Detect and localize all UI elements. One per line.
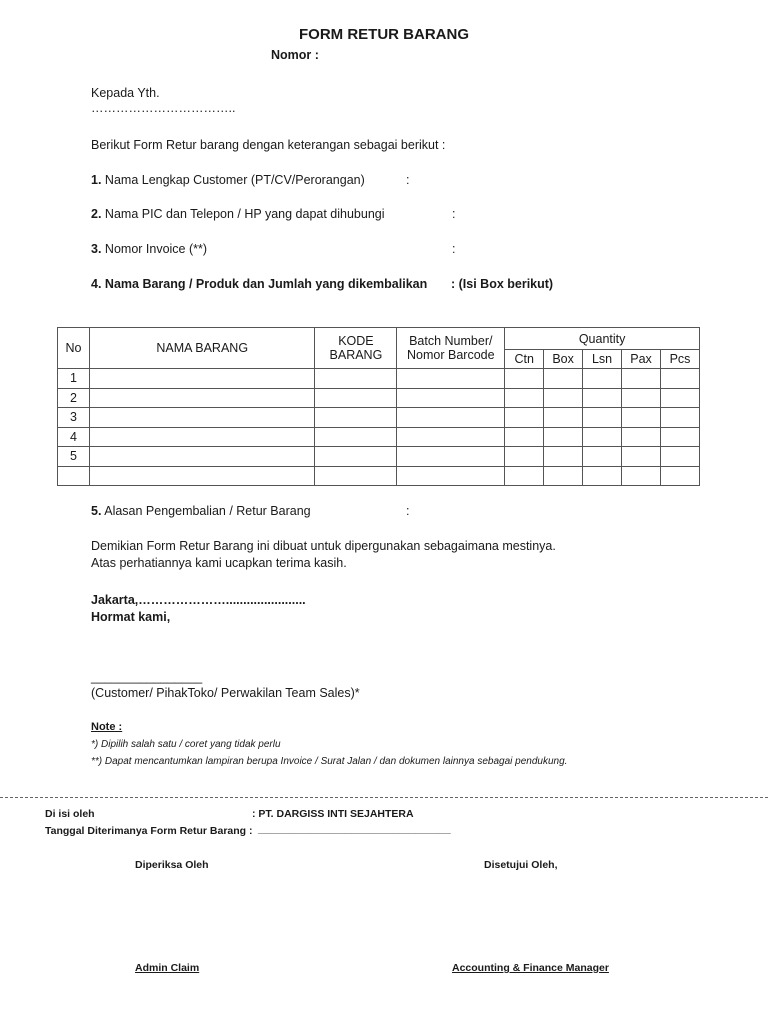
header-lsn: Lsn — [583, 350, 622, 369]
row-number: 5 — [58, 447, 90, 467]
field-2-number: 2. — [91, 207, 102, 221]
header-kode-barang: KODE BARANG — [315, 328, 397, 369]
header-batch-number: Batch Number/ Nomor Barcode — [397, 328, 505, 369]
header-no: No — [58, 328, 90, 369]
diperiksa-label: Diperiksa Oleh — [135, 859, 209, 871]
field-5-number: 5. — [91, 504, 102, 518]
tanggal-label: Tanggal Diterimanya Form Retur Barang : — [45, 825, 253, 837]
diisi-value: : PT. DARGISS INTI SEJAHTERA — [252, 808, 414, 820]
note-title: Note : — [91, 721, 123, 733]
place-date: Jakarta,…………………....................... — [91, 593, 306, 607]
row-number: 2 — [58, 388, 90, 408]
admin-claim-label: Admin Claim — [135, 962, 200, 974]
field-2-colon: : — [452, 207, 456, 221]
field-3 — [91, 242, 207, 256]
row-number: 1 — [58, 369, 90, 389]
field-2 — [91, 207, 385, 221]
field-4-label: Nama Barang / Produk dan Jumlah yang dikembalikan — [104, 277, 428, 291]
manager-label: Accounting & Finance Manager — [452, 962, 609, 974]
cut-line-divider — [0, 797, 768, 798]
note-1: *) Dipilih salah satu / coret yang tidak perlu — [91, 739, 281, 750]
header-pcs: Pcs — [660, 350, 699, 369]
header-box: Box — [544, 350, 583, 369]
header-nama-barang: NAMA BARANG — [89, 328, 315, 369]
table-row — [58, 427, 700, 447]
field-1-label: Nama Lengkap Customer (PT/CV/Perorangan) — [104, 173, 365, 187]
closing-line-1: Demikian Form Retur Barang ini dibuat untuk dipergunakan sebagaimana mestinya. — [91, 539, 556, 553]
table-row — [58, 447, 700, 467]
field-1-number: 1. — [91, 173, 102, 187]
tanggal-line: _________________________________ — [258, 823, 451, 835]
field-3-label: Nomor Invoice (**) — [104, 242, 208, 256]
field-2-label: Nama PIC dan Telepon / HP yang dapat dihubungi — [104, 207, 385, 221]
header-pax: Pax — [622, 350, 661, 369]
field-5-label: Alasan Pengembalian / Retur Barang — [104, 504, 311, 518]
field-1-colon: : — [406, 173, 410, 187]
row-number — [58, 466, 90, 486]
recipient-placeholder: …………………………….. — [91, 101, 236, 115]
field-1 — [91, 173, 365, 187]
field-4 — [91, 277, 427, 291]
form-title: FORM RETUR BARANG — [299, 26, 469, 43]
nomor-label: Nomor : — [271, 48, 319, 62]
diisi-label: Di isi oleh — [45, 808, 95, 820]
field-5 — [91, 504, 311, 518]
table-row — [58, 466, 700, 486]
intro-text: Berikut Form Retur barang dengan keterangan sebagai berikut : — [91, 138, 446, 152]
signature-line: ________________ — [91, 670, 203, 684]
items-table — [57, 327, 700, 486]
header-quantity: Quantity — [505, 328, 700, 350]
field-4-colon: : (Isi Box berikut) — [451, 277, 554, 291]
disetujui-label: Disetujui Oleh, — [484, 859, 558, 871]
field-3-colon: : — [452, 242, 456, 256]
table-row — [58, 408, 700, 428]
table-row — [58, 388, 700, 408]
field-3-number: 3. — [91, 242, 102, 256]
recipient-label: Kepada Yth. — [91, 86, 160, 100]
hormat-kami: Hormat kami, — [91, 610, 171, 624]
signatory-label: (Customer/ PihakToko/ Perwakilan Team Sales)* — [91, 686, 360, 700]
row-number: 4 — [58, 427, 90, 447]
table-row — [58, 369, 700, 389]
closing-line-2: Atas perhatiannya kami ucapkan terima kasih. — [91, 556, 347, 570]
field-5-colon: : — [406, 504, 410, 518]
note-2: **) Dapat mencantumkan lampiran berupa Invoice / Surat Jalan / dan dokumen lainnya sebagai pendukung. — [91, 756, 568, 767]
field-4-number: 4. — [91, 277, 102, 291]
header-ctn: Ctn — [505, 350, 544, 369]
row-number: 3 — [58, 408, 90, 428]
